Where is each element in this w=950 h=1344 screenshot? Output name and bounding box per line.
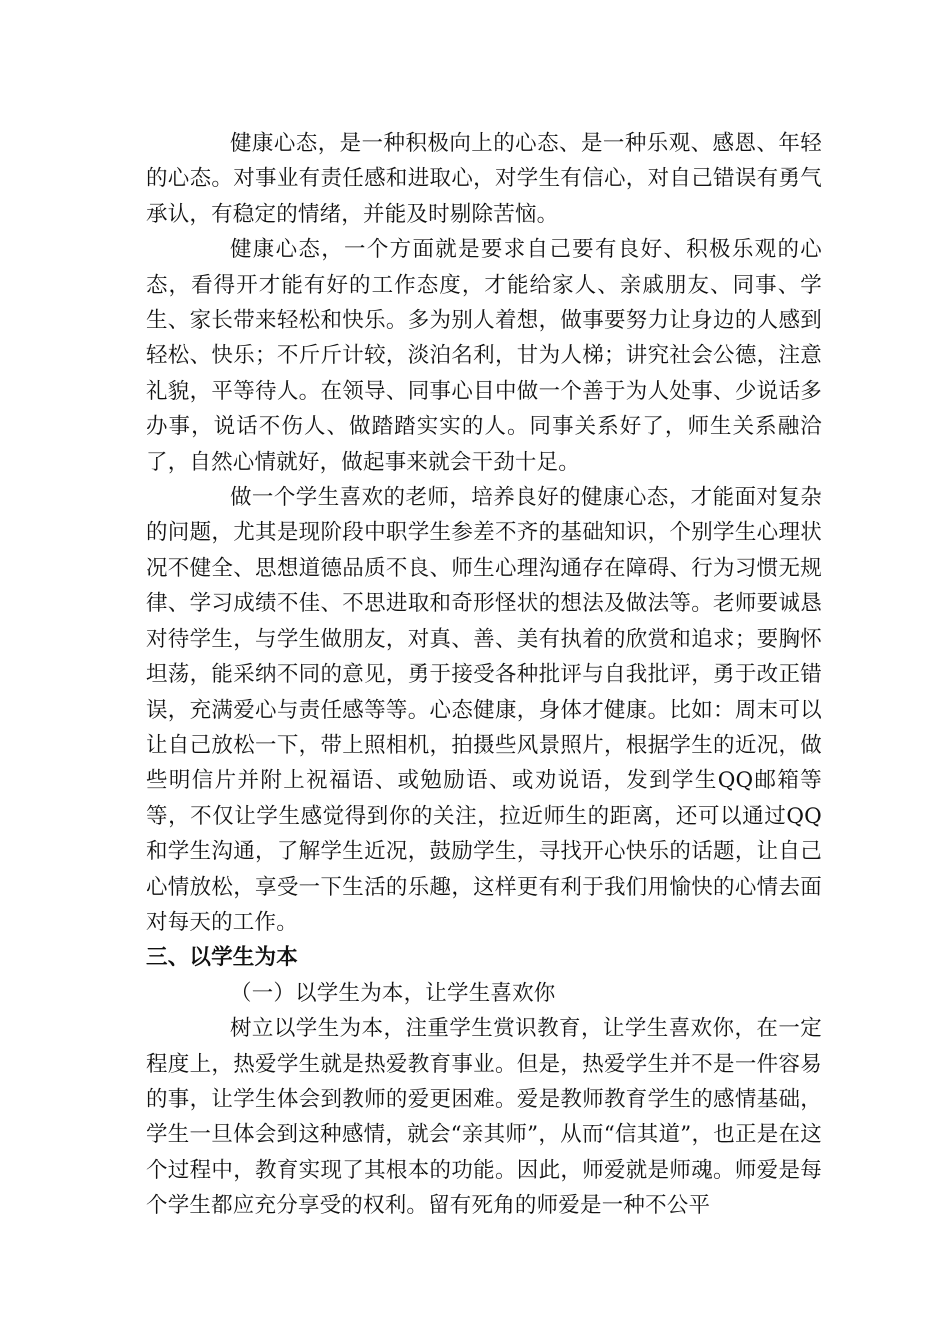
subsection-heading: （一）以学生为本，让学生喜欢你 [230, 980, 556, 1006]
document-page [146, 126, 822, 1224]
paragraph-be-liked-teacher: 做一个学生喜欢的老师，培养良好的健康心态，才能面对复杂的问题，尤其是现阶段中职学生参差不齐的基础知识，个别学生心理状况不健全、思想道德品质不良、师生心理沟通存在障碍、行为习惯无规律、学习成绩不佳、不思进取和奇形怪状的想法及做法等。老师要诚恳对待学生，与学生做朋友，对真、善、美有执着的欣赏和追求；要胸怀坦荡，能采纳不同的意见，勇于接受各种批评与自我批评，勇于改正错误，充满爱心与责任感等等。心态健康，身体才健康。比如：周末可以让自己放松一下，带上照相机，拍摄些风景照片，根据学生的近况，做些明信片并附上祝福语、或勉励语、或劝说语，发到学生QQ邮箱等等，不仅让学生感觉得到你的关注，拉近师生的距离，还可以通过QQ和学生沟通，了解学生近况，鼓励学生，寻找开心快乐的话题，让自己心情放松，享受一下生活的乐趣，这样更有利于我们用愉快的心情去面对每天的工作。 [146, 485, 822, 935]
paragraph-healthy-mindset-attitude: 健康心态，一个方面就是要求自己要有良好、积极乐观的心态，看得开才能有好的工作态度，才能给家人、亲戚朋友、同事、学生、家长带来轻松和快乐。多为别人着想，做事要努力让身边的人感到轻松、快乐；不斤斤计较，淡泊名利，甘为人梯；讲究社会公德，注意礼貌，平等待人。在领导、同事心目中做一个善于为人处事、少说话多办事，说话不伤人、做踏踏实实的人。同事关系好了，师生关系融洽了，自然心情就好，做起事来就会干劲十足。 [146, 237, 822, 475]
paragraph-student-centered: 树立以学生为本，注重学生赏识教育，让学生喜欢你，在一定程度上，热爱学生就是热爱教育事业。但是，热爱学生并不是一件容易的事，让学生体会到教师的爱更困难。爱是教师教育学生的感情基础，学生一旦体会到这种感情，就会“亲其师”，从而“信其道”，也正是在这个过程中，教育实现了其根本的功能。因此，师爱就是师魂。师爱是每个学生都应充分享受的权利。留有死角的师爱是一种不公平 [146, 1016, 822, 1219]
section-heading: 三、以学生为本 [146, 945, 298, 971]
paragraph-healthy-mindset-definition: 健康心态，是一种积极向上的心态、是一种乐观、感恩、年轻的心态。对事业有责任感和进取心，对学生有信心，对自己错误有勇气承认，有稳定的情绪，并能及时剔除苦恼。 [146, 131, 822, 227]
